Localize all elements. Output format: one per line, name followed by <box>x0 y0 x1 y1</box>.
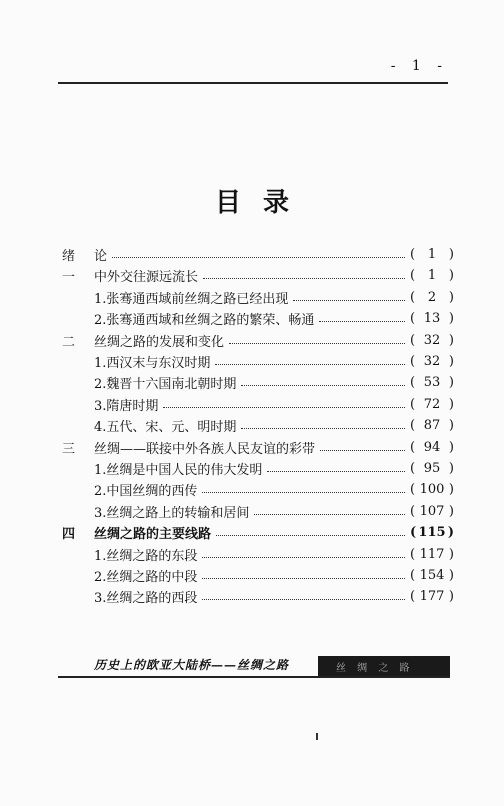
toc-entry <box>62 436 454 458</box>
toc-page-ref: ( 87 ) <box>410 417 454 433</box>
toc-page-number: 107 <box>419 503 445 519</box>
toc-entry-label: 2.魏晋十六国南北朝时期 <box>94 376 237 392</box>
toc-entry <box>62 243 454 265</box>
toc-page-number: 53 <box>423 374 441 390</box>
dot-leader <box>216 535 405 536</box>
toc-entry-label: 1.丝绸之路的东段 <box>94 548 198 564</box>
dot-leader <box>163 407 405 408</box>
toc-page-number: 95 <box>423 460 441 476</box>
toc-entry-label: 4.五代、宋、元、明时期 <box>94 419 237 435</box>
bottom-mark <box>316 733 318 740</box>
toc-entry <box>62 264 454 286</box>
dot-leader <box>319 321 405 322</box>
toc-page-ref: ( 95 ) <box>410 460 454 476</box>
header-rule <box>58 82 448 84</box>
toc-entry-label: 3.隋唐时期 <box>94 398 159 414</box>
toc-chapter-number: 四 <box>62 526 76 542</box>
toc-chapter-number: 绪 <box>62 248 76 264</box>
toc-page-ref: ( 53 ) <box>410 374 454 390</box>
dot-leader <box>293 300 405 301</box>
dot-leader <box>202 599 405 600</box>
footer-book-title: 历史上的欧亚大陆桥——丝绸之路 <box>94 658 290 672</box>
toc-page-ref: ( 13 ) <box>410 310 454 326</box>
dot-leader <box>267 471 405 472</box>
toc-entry-label: 2.张骞通西域和丝绸之路的繁荣、畅通 <box>94 312 315 328</box>
toc-page-number: 72 <box>423 396 441 412</box>
dot-leader <box>202 557 405 558</box>
toc-page-number: 87 <box>423 417 441 433</box>
dot-leader <box>254 514 405 515</box>
toc-page-ref: ( 94 ) <box>410 439 454 455</box>
toc-entry-label: 1.西汉末与东汉时期 <box>94 355 211 371</box>
toc-page-ref: ( 2 ) <box>410 289 454 305</box>
toc-page-ref: ( 32 ) <box>410 332 454 348</box>
toc-entry <box>62 521 454 543</box>
toc-entry-label: 3.丝绸之路的西段 <box>94 590 198 606</box>
toc-chapter-number: 二 <box>62 334 76 350</box>
toc-entry-label: 丝绸之路的发展和变化 <box>94 334 225 350</box>
toc-page-number: 117 <box>419 546 445 562</box>
toc-entry <box>94 286 454 308</box>
toc-page-ref: ( 32 ) <box>410 353 454 369</box>
toc-entry <box>94 393 454 415</box>
toc-entry-label: 中外交往源远流长 <box>94 269 199 285</box>
toc-chapter-number: 三 <box>62 441 76 457</box>
toc-page-ref: ( 1 ) <box>410 246 454 262</box>
dot-leader <box>241 385 405 386</box>
toc-page-ref: ( 107 ) <box>410 503 454 519</box>
toc-entry <box>94 478 454 500</box>
toc-entry-label: 丝绸——联接中外各族人民友谊的彩带 <box>94 441 316 457</box>
toc-entry <box>94 371 454 393</box>
toc-page-ref: ( 72 ) <box>410 396 454 412</box>
toc-entry <box>94 500 454 522</box>
toc-entry-label: 2.丝绸之路的中段 <box>94 569 198 585</box>
toc-entry-label: 论 <box>94 248 108 264</box>
toc-page-number: 154 <box>419 567 445 583</box>
toc-entry-label: 丝绸之路的主要线路 <box>94 526 212 542</box>
toc-page-number: 177 <box>419 588 445 604</box>
toc-entry <box>62 329 454 351</box>
toc-page-number: 13 <box>423 310 441 326</box>
toc-chapter-number: 一 <box>62 269 76 285</box>
toc-entry <box>94 564 454 586</box>
toc-entry <box>94 543 454 565</box>
toc-entry <box>94 307 454 329</box>
dot-leader <box>229 343 405 344</box>
toc-entry <box>94 414 454 436</box>
page-number: - 1 - <box>390 58 448 74</box>
toc-page-ref: ( 100 ) <box>410 481 454 497</box>
dot-leader <box>112 257 405 258</box>
toc-page-ref: ( 115 ) <box>410 524 454 540</box>
dot-leader <box>215 364 405 365</box>
toc-page-ref: ( 117 ) <box>410 546 454 562</box>
toc-page-number: 115 <box>418 524 446 540</box>
dot-leader <box>320 450 405 451</box>
dot-leader <box>203 278 405 279</box>
toc-page-number: 1 <box>427 267 437 283</box>
toc-entry <box>94 585 454 607</box>
toc-page-number: 32 <box>423 353 441 369</box>
toc-page-number: 94 <box>423 439 441 455</box>
toc-entry-label: 3.丝绸之路上的转输和居间 <box>94 505 250 521</box>
toc-page-number: 100 <box>419 481 445 497</box>
toc-entry <box>94 350 454 372</box>
footer <box>58 654 450 678</box>
dot-leader <box>241 428 405 429</box>
toc-page-number: 32 <box>423 332 441 348</box>
toc-entry <box>94 457 454 479</box>
toc-entry-label: 2.中国丝绸的西传 <box>94 483 198 499</box>
toc-page-ref: ( 154 ) <box>410 567 454 583</box>
toc-page-ref: ( 177 ) <box>410 588 454 604</box>
toc-page-ref: ( 1 ) <box>410 267 454 283</box>
toc-page-number: 1 <box>427 246 437 262</box>
page-title: 目录 <box>214 188 311 218</box>
toc-entry-label: 1.丝绸是中国人民的伟大发明 <box>94 462 263 478</box>
toc-page-number: 2 <box>427 289 437 305</box>
footer-banner-text: 丝 绸 之 路 <box>336 663 414 674</box>
dot-leader <box>202 578 405 579</box>
footer-banner <box>318 656 450 676</box>
dot-leader <box>202 492 405 493</box>
toc-entry-label: 1.张骞通西域前丝绸之路已经出现 <box>94 291 289 307</box>
